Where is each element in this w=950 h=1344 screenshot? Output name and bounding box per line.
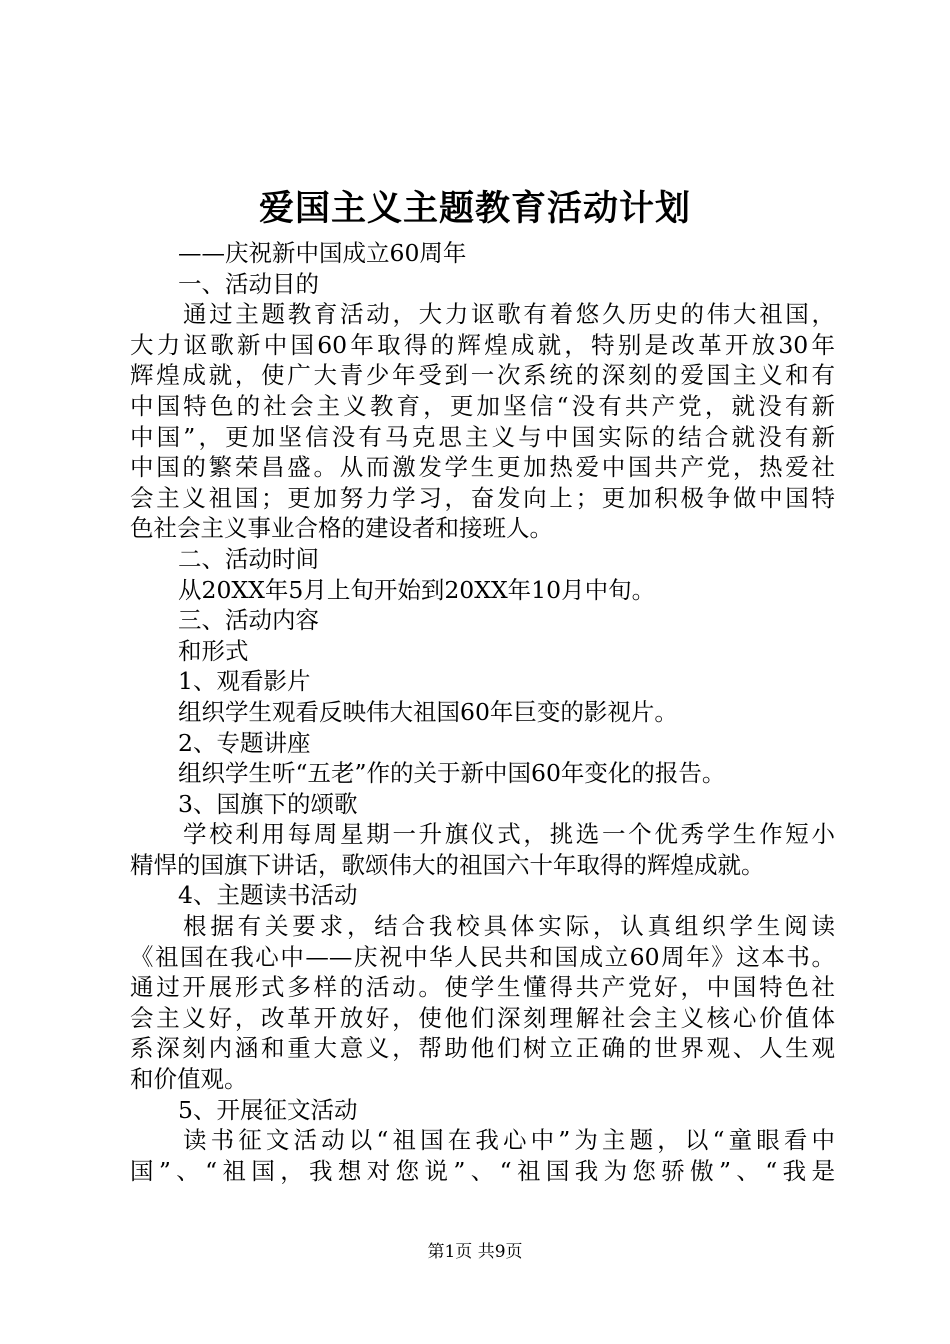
paragraph-line: 大力讴歌新中国60年取得的辉煌成就，特别是改革开放30年 — [130, 330, 835, 359]
paragraph-line: 会主义好，改革开放好，使他们深刻理解社会主义核心价值体 — [130, 1003, 835, 1032]
paragraph-line: 辉煌成就，使广大青少年受到一次系统的深刻的爱国主义和有 — [130, 361, 835, 390]
item-heading: 2、专题讲座 — [178, 728, 311, 757]
section-heading: 二、活动时间 — [178, 544, 319, 573]
item-heading: 1、观看影片 — [178, 667, 311, 696]
document-body — [130, 238, 835, 1186]
paragraph-line: 通过主题教育活动，大力讴歌有着悠久历史的伟大祖国， — [183, 300, 835, 329]
paragraph-line: 读书征文活动以“祖国在我心中”为主题，以“童眼看中 — [183, 1126, 835, 1155]
paragraph-line: 会主义祖国；更加努力学习，奋发向上；更加积极争做中国特 — [130, 483, 835, 512]
paragraph-line: 和价值观。 — [130, 1065, 248, 1094]
paragraph-line: 系深刻内涵和重大意义，帮助他们树立正确的世界观、人生观 — [130, 1034, 835, 1063]
paragraph-line: 中国的繁荣昌盛。从而激发学生更加热爱中国共产党，热爱社 — [130, 453, 835, 482]
paragraph-line: 色社会主义事业合格的建设者和接班人。 — [130, 514, 553, 543]
section-heading: 三、活动内容 — [178, 606, 319, 635]
item-heading: 4、主题读书活动 — [178, 881, 358, 910]
paragraph-line: 根据有关要求，结合我校具体实际，认真组织学生阅读 — [183, 912, 835, 941]
paragraph-line: 从20XX年5月上旬开始到20XX年10月中旬。 — [178, 575, 656, 604]
document-title: 爱国主义主题教育活动计划 — [258, 188, 691, 229]
paragraph-line: 组织学生听“五老”作的关于新中国60年变化的报告。 — [178, 759, 726, 788]
paragraph-line: 中国”，更加坚信没有马克思主义与中国实际的结合就没有新 — [130, 422, 835, 451]
paragraph-line: 学校利用每周星期一升旗仪式，挑选一个优秀学生作短小 — [183, 820, 835, 849]
item-heading: 5、开展征文活动 — [178, 1095, 358, 1124]
page-number-footer: 第1页 共9页 — [427, 1242, 523, 1262]
paragraph-line: 组织学生观看反映伟大祖国60年巨变的影视片。 — [178, 697, 678, 726]
section-heading: 一、活动目的 — [178, 269, 319, 298]
subtitle-line: ——庆祝新中国成立60周年 — [178, 239, 467, 267]
paragraph-line: 精悍的国旗下讲话，歌颂伟大的祖国六十年取得的辉煌成就。 — [130, 850, 765, 879]
item-heading: 3、国旗下的颂歌 — [178, 789, 358, 818]
paragraph-line: 中国特色的社会主义教育，更加坚信“没有共产党，就没有新 — [130, 391, 835, 420]
paragraph-line: 通过开展形式多样的活动。使学生懂得共产党好，中国特色社 — [130, 973, 835, 1002]
section-heading: 和形式 — [178, 636, 249, 665]
paragraph-line: 《祖国在我心中——庆祝中华人民共和国成立60周年》这本书。 — [130, 942, 835, 971]
paragraph-line: 国”、“祖国，我想对您说”、“祖国我为您骄傲”、“我是 — [130, 1156, 835, 1185]
